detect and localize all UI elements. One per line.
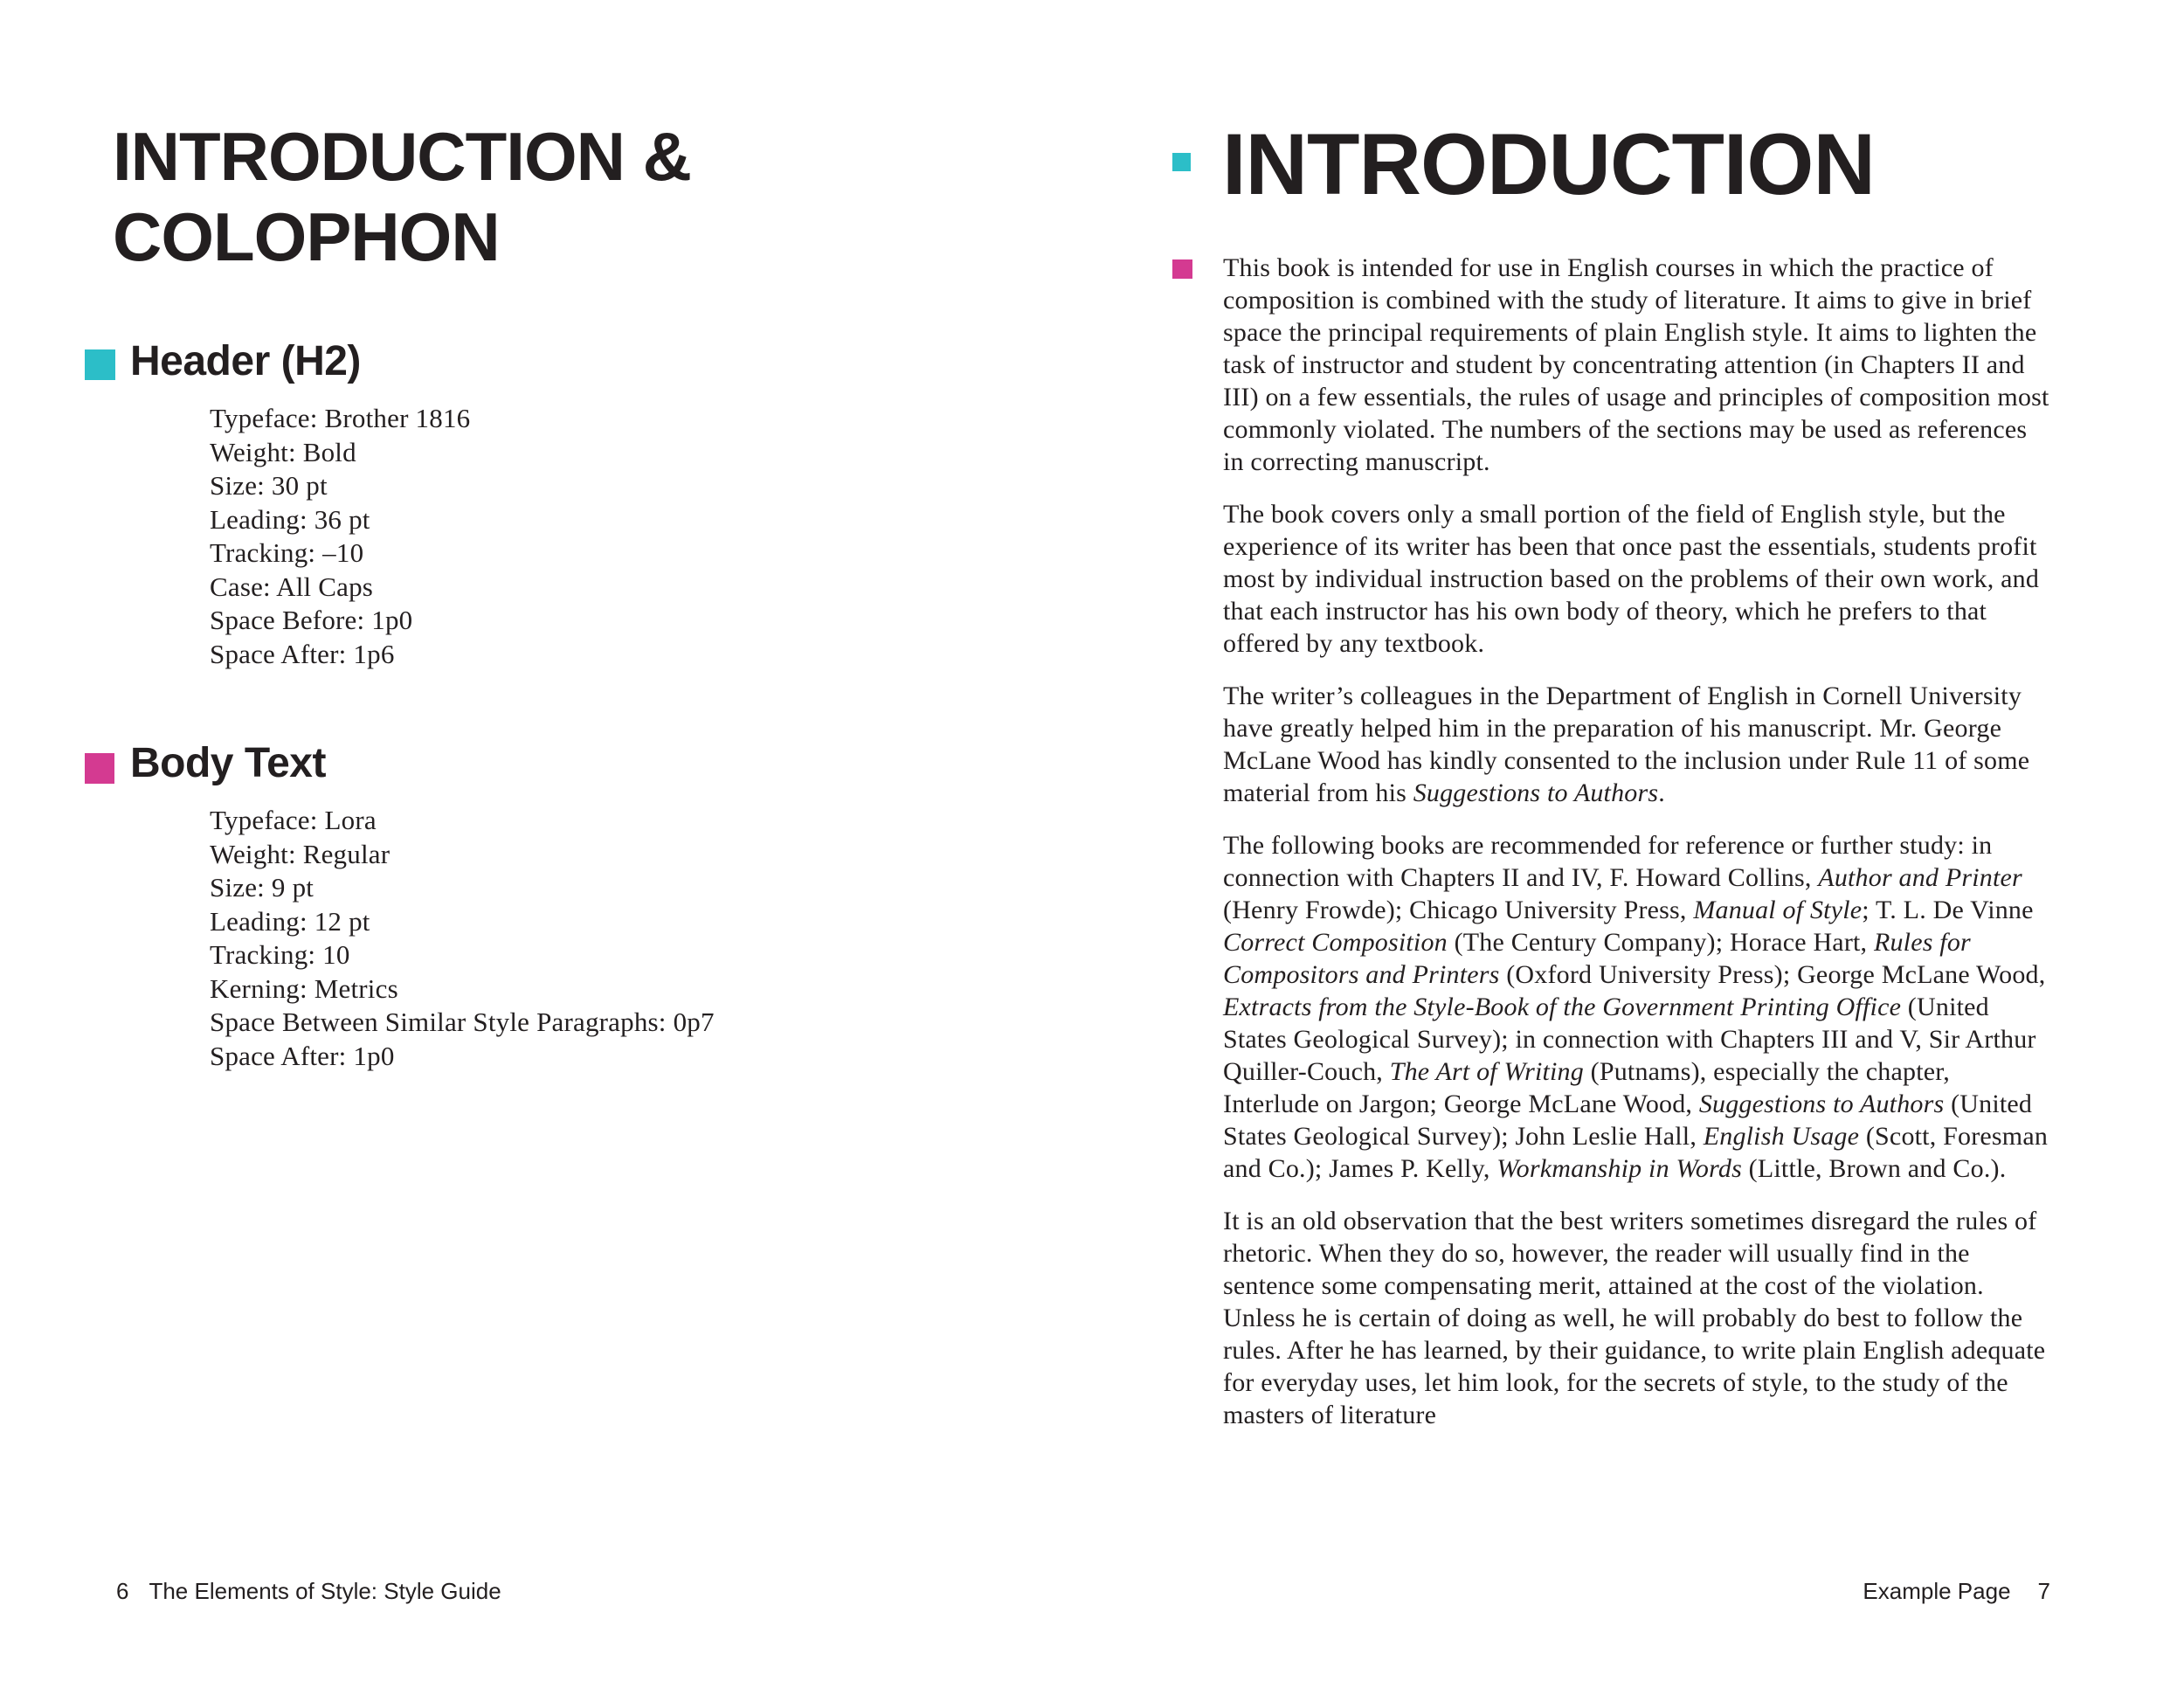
body-text-column	[1223, 252, 2050, 1451]
spec-line: Leading: 36 pt	[210, 503, 370, 535]
left-footer-label: The Elements of Style: Style Guide	[149, 1578, 501, 1604]
italic-text-run: Rules for Compositors and Printers	[1223, 928, 1971, 989]
text-run: The following books are recommended for reference or further study: in connection with Chapters II and IV, F. Howard Collins,	[1223, 831, 1993, 892]
text-run: The book covers only a small portion of the field of English style, but the experience of its writer has been that once past the essentials, students profit most by individual instruction based on the problems of their own work, and that each instructor has his own body of theory, which he prefers to that offered by any textbook.	[1223, 500, 2040, 658]
spec-line: Weight: Bold	[210, 436, 356, 467]
text-run: (Henry Frowde); Chicago University Press,	[1223, 896, 1694, 924]
left-page-title	[113, 116, 691, 277]
italic-text-run: Extracts from the Style-Book of the Government Printing Office	[1223, 993, 1902, 1021]
text-run: (United States Geological Survey); John Leslie Hall,	[1223, 1090, 2033, 1151]
body-paragraph	[1223, 680, 2050, 809]
text-run: ; T. L. De Vinne	[1862, 896, 2034, 924]
text-run: (United States Geological Survey); in connection with Chapters III and V, Sir Arthur Quiller-Couch,	[1223, 993, 2036, 1086]
left-page-title-line-1: INTRODUCTION &	[113, 118, 691, 195]
header-h2-bullet-square-icon	[85, 349, 115, 380]
spec-line: Kerning: Metrics	[210, 972, 398, 1004]
spec-line: Size: 30 pt	[210, 470, 328, 501]
spec-line: Case: All Caps	[210, 571, 374, 602]
italic-text-run: English Usage	[1703, 1122, 1860, 1151]
spec-line: Tracking: –10	[210, 537, 364, 568]
italic-text-run: Author and Printer	[1818, 863, 2022, 892]
introduction-heading-bullet-square-icon	[1172, 153, 1191, 171]
text-run: This book is intended for use in English courses in which the practice of composition is combined with the study of literature. It aims to give in brief space the principal requirements of plain English style. It aims to lighten the task of instructor and student by concentrating attention (in Chapters II and III) on a few essentials, the rules of usage and principles of composition most commonly violated. The numbers of the sections may be used as references in correcting manuscript.	[1223, 253, 2049, 476]
italic-text-run: Workmanship in Words	[1496, 1154, 1742, 1183]
spec-line: Leading: 12 pt	[210, 905, 370, 937]
text-run: (The Century Company); Horace Hart,	[1447, 928, 1874, 957]
first-paragraph-bullet-square-icon	[1172, 259, 1192, 279]
right-page-title: INTRODUCTION	[1222, 115, 1875, 212]
text-run: It is an old observation that the best writers sometimes disregard the rules of rhetoric. When they do so, however, the reader will usually find in the sentence some compensating merit, attained at the cost of the violation. Unless he is certain of doing as well, he will probably do best to follow the rules. After he has learned, by their guidance, to write plain English adequate for everyday uses, let him look, for the secrets of style, to the study of the masters of literature	[1223, 1207, 2046, 1429]
body-text-bullet-square-icon	[85, 753, 114, 784]
right-page-number: 7	[2037, 1578, 2050, 1604]
section-heading-body-text: Body Text	[130, 740, 326, 786]
left-page-footer	[116, 1578, 501, 1604]
text-run: .	[1658, 778, 1665, 807]
spec-line: Typeface: Brother 1816	[210, 403, 471, 433]
text-run: (Little, Brown and Co.).	[1741, 1154, 2007, 1183]
left-page-number: 6	[116, 1578, 129, 1604]
spec-line: Tracking: 10	[210, 939, 350, 970]
right-footer-label: Example Page	[1863, 1578, 2011, 1604]
text-run: (Oxford University Press); George McLane Wood,	[1499, 960, 2046, 989]
body-text-spec-list	[210, 804, 715, 1073]
italic-text-run: Suggestions to Authors	[1413, 778, 1659, 807]
italic-text-run: Manual of Style	[1693, 896, 1863, 924]
spec-line: Space After: 1p0	[210, 1040, 395, 1071]
italic-text-run: Correct Composition	[1223, 928, 1448, 957]
spec-line: Space After: 1p6	[210, 638, 395, 669]
header-h2-spec-list	[210, 402, 470, 671]
spec-line: Size: 9 pt	[210, 872, 314, 903]
body-paragraph	[1223, 498, 2050, 660]
right-page-footer	[1863, 1578, 2050, 1604]
body-paragraph	[1223, 1205, 2050, 1431]
body-paragraph	[1223, 252, 2050, 478]
left-page-title-line-2: COLOPHON	[113, 198, 500, 275]
spec-line: Typeface: Lora	[210, 805, 377, 835]
body-paragraph	[1223, 829, 2050, 1185]
italic-text-run: Suggestions to Authors	[1698, 1090, 1945, 1118]
spec-line: Space Before: 1p0	[210, 605, 413, 635]
italic-text-run: The Art of Writing	[1389, 1057, 1584, 1086]
text-run: (Putnams), especially the chapter, Interlude on Jargon; George McLane Wood,	[1223, 1057, 1950, 1118]
text-run: The writer’s colleagues in the Department of English in Cornell University have greatly helped him in the preparation of his manuscript. Mr. George McLane Wood has kindly consented to the inclusion under Rule 11 of some material from his	[1223, 681, 2030, 807]
section-heading-header-h2: Header (H2)	[130, 338, 361, 384]
spec-line: Weight: Regular	[210, 838, 390, 869]
spec-line: Space Between Similar Style Paragraphs: 0p7	[210, 1007, 715, 1037]
text-run: (Scott, Foresman and Co.); James P. Kelly,	[1223, 1122, 2049, 1183]
